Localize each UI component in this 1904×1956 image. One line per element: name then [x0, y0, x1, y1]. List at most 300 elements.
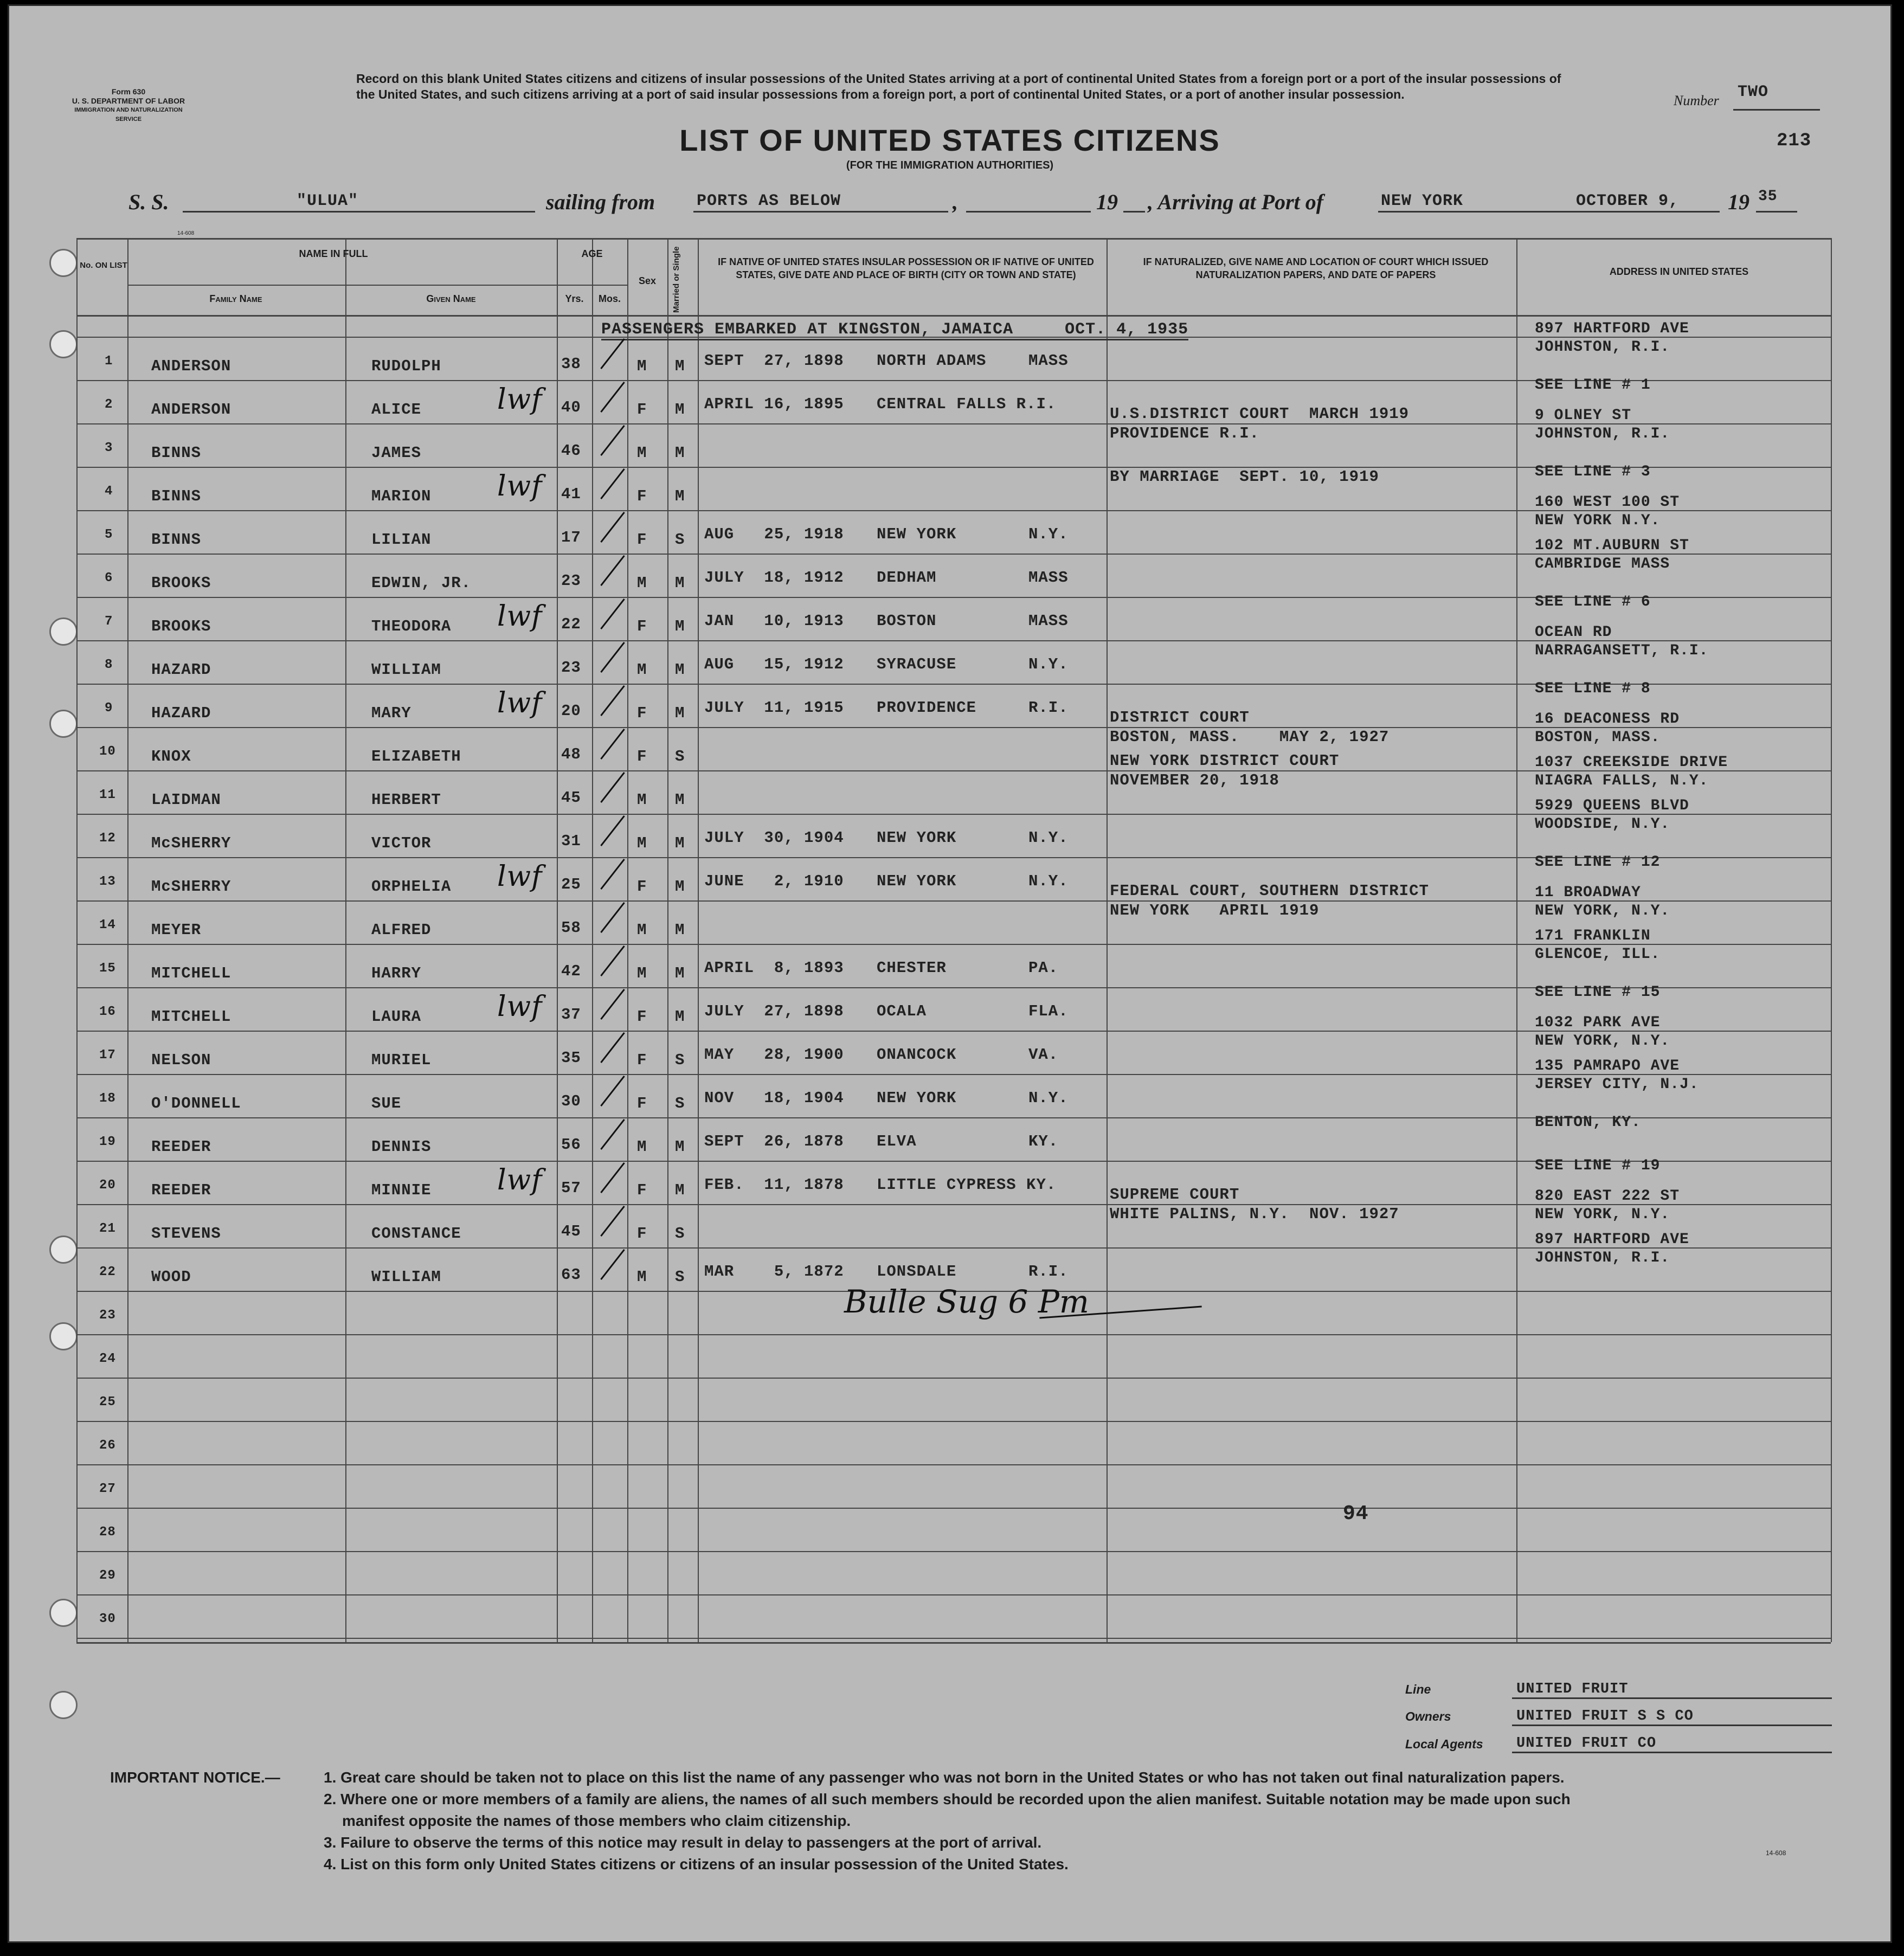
- sailing-from: PORTS AS BELOW: [697, 192, 841, 210]
- family-name: MITCHELL: [151, 964, 231, 982]
- family-name: HAZARD: [151, 704, 211, 722]
- col-mos: Mos.: [598, 293, 621, 304]
- naturalization-court: DISTRICT COURT: [1110, 709, 1250, 726]
- given-name: ALFRED: [371, 921, 432, 939]
- birth-date: JULY 30, 1904: [704, 829, 844, 847]
- table-column-rule: [667, 238, 668, 1642]
- age-years: 23: [561, 572, 581, 590]
- sex: F: [637, 531, 647, 549]
- address-line-2: NARRAGANSETT, R.I.: [1535, 642, 1709, 659]
- notice-item-2: 2. Where one or more members of a family are aliens, the names of all such members should be recorded upon the alien manifest. Suitable notation may be made upon such: [324, 1791, 1571, 1807]
- table-row-rule: [76, 1594, 1831, 1595]
- naturalization-court: BY MARRIAGE SEPT. 10, 1919: [1110, 468, 1379, 486]
- sex: F: [637, 487, 647, 505]
- table-column-rule: [127, 238, 128, 1642]
- notice-item-2-cont: manifest opposite the names of those members who claim citizenship.: [342, 1812, 851, 1829]
- punch-hole: [49, 710, 78, 738]
- naturalization-court: SUPREME COURT: [1110, 1186, 1240, 1204]
- age-years: 17: [561, 529, 581, 546]
- line-number: 24: [99, 1352, 116, 1366]
- owners-underline: [1512, 1725, 1832, 1726]
- handwritten-mark: lwf: [497, 687, 543, 719]
- punch-hole: [49, 1691, 78, 1719]
- arriving-label: , Arriving at Port of: [1148, 190, 1324, 214]
- given-name: ELIZABETH: [371, 748, 461, 765]
- line-number: 25: [99, 1395, 116, 1410]
- line-number: 9: [105, 701, 113, 716]
- family-name: BINNS: [151, 487, 202, 505]
- print-code: 14-608: [177, 230, 195, 236]
- sex: F: [637, 704, 647, 722]
- address-line-1: SEE LINE # 3: [1535, 464, 1651, 480]
- marital-status: S: [675, 1051, 685, 1069]
- age-years: 35: [561, 1049, 581, 1067]
- age-years: 30: [561, 1092, 581, 1110]
- address-line-1: SEE LINE # 6: [1535, 594, 1651, 610]
- marital-status: M: [675, 487, 685, 505]
- age-years: 22: [561, 615, 581, 633]
- agents-label: Local Agents: [1405, 1737, 1483, 1751]
- address-line-1: SEE LINE # 15: [1535, 984, 1661, 1001]
- marital-status: M: [675, 791, 685, 809]
- given-name: HERBERT: [371, 791, 441, 809]
- check-mark: [600, 468, 625, 499]
- marital-status: M: [675, 574, 685, 592]
- address-line-2: NEW YORK, N.Y.: [1535, 1033, 1670, 1050]
- number-label: Number: [1674, 93, 1719, 108]
- sailing-label: sailing from: [546, 190, 655, 214]
- address-line-1: 9 OLNEY ST: [1535, 407, 1632, 424]
- naturalization-place-date: NEW YORK APRIL 1919: [1110, 902, 1320, 919]
- sex: M: [637, 1268, 647, 1286]
- birth-state: N.Y.: [1028, 872, 1069, 890]
- naturalization-place-date: NOVEMBER 20, 1918: [1110, 771, 1279, 789]
- family-name: WOOD: [151, 1268, 191, 1286]
- address-line-1: BENTON, KY.: [1535, 1114, 1641, 1131]
- age-years: 46: [561, 442, 581, 460]
- line-number: 23: [99, 1308, 116, 1323]
- check-mark: [600, 902, 625, 933]
- address-line-2: JERSEY CITY, N.J.: [1535, 1076, 1699, 1093]
- line-number: 18: [99, 1091, 116, 1106]
- given-name: MINNIE: [371, 1181, 432, 1199]
- birth-date: JULY 27, 1898: [704, 1002, 844, 1020]
- handwritten-mark: lwf: [497, 860, 543, 893]
- col-birth: IF NATIVE OF UNITED STATES INSULAR POSSESSION OR IF NATIVE OF UNITED STATES, GIVE DATE AND PLACE OF BIRTH (CITY OR TOWN AND STATE): [718, 256, 1094, 280]
- birth-state: MASS: [1028, 612, 1069, 630]
- family-name: ANDERSON: [151, 357, 231, 375]
- punch-hole: [49, 1236, 78, 1264]
- line-number: 22: [99, 1265, 116, 1279]
- sailing-underline: [693, 211, 948, 213]
- form-identifier: [63, 87, 194, 124]
- line-number: 17: [99, 1048, 116, 1063]
- sex: F: [637, 1095, 647, 1112]
- marital-status: M: [675, 834, 685, 852]
- col-age: AGE: [581, 248, 603, 259]
- sex: M: [637, 1138, 647, 1156]
- punch-hole: [49, 1322, 78, 1350]
- address-line-2: NEW YORK, N.Y.: [1535, 1206, 1670, 1223]
- age-years: 57: [561, 1179, 581, 1197]
- marital-status: M: [675, 1181, 685, 1199]
- ship-underline: [183, 211, 535, 213]
- age-years: 48: [561, 745, 581, 763]
- family-name: HAZARD: [151, 661, 211, 679]
- address-line-1: 1032 PARK AVE: [1535, 1014, 1661, 1031]
- family-name: LAIDMAN: [151, 791, 221, 809]
- age-years: 63: [561, 1266, 581, 1284]
- birth-date: MAR 5, 1872: [704, 1263, 844, 1281]
- age-years: 56: [561, 1136, 581, 1154]
- birth-state: R.I.: [1028, 1263, 1069, 1281]
- family-name: NELSON: [151, 1051, 211, 1069]
- punch-hole: [49, 249, 78, 277]
- line-number: 19: [99, 1135, 116, 1149]
- check-mark: [600, 685, 625, 716]
- marital-status: S: [675, 1225, 685, 1243]
- sex: M: [637, 791, 647, 809]
- address-line-1: 16 DEACONESS RD: [1535, 711, 1680, 728]
- page-title: LIST OF UNITED STATES CITIZENS: [679, 123, 1220, 157]
- marital-status: M: [675, 357, 685, 375]
- given-name: WILLIAM: [371, 1268, 441, 1286]
- address-line-1: 160 WEST 100 ST: [1535, 494, 1680, 511]
- marital-status: M: [675, 1138, 685, 1156]
- age-years: 45: [561, 789, 581, 807]
- address-line-2: JOHNSTON, R.I.: [1535, 339, 1670, 356]
- birth-date: JUNE 2, 1910: [704, 872, 844, 890]
- marital-status: S: [675, 1268, 685, 1286]
- sex: F: [637, 1008, 647, 1026]
- birth-state: KY.: [1028, 1133, 1059, 1150]
- line-number: 27: [99, 1482, 116, 1496]
- line-number: 4: [105, 484, 113, 499]
- family-name: BINNS: [151, 531, 202, 549]
- given-name: MARY: [371, 704, 411, 722]
- marital-status: M: [675, 661, 685, 679]
- birth-place: SYRACUSE: [877, 655, 957, 673]
- table-column-rule: [1516, 238, 1517, 1642]
- col-naturalized: IF NATURALIZED, GIVE NAME AND LOCATION OF COURT WHICH ISSUED NATURALIZATION PAPERS, AND DATE OF PAPERS: [1143, 256, 1489, 280]
- given-name: WILLIAM: [371, 661, 441, 679]
- handwritten-mark: lwf: [497, 1164, 543, 1196]
- service: IMMIGRATION AND NATURALIZATION SERVICE: [74, 107, 183, 123]
- address-line-2: JOHNSTON, R.I.: [1535, 426, 1670, 442]
- year-prefix: 19: [1096, 190, 1118, 214]
- sex: F: [637, 748, 647, 765]
- check-mark: [600, 945, 625, 976]
- birth-place: OCALA: [877, 1002, 927, 1020]
- line-number: 11: [99, 788, 116, 802]
- check-mark: [600, 599, 625, 629]
- line-number: 26: [99, 1438, 116, 1453]
- marital-status: S: [675, 531, 685, 549]
- given-name: THEODORA: [371, 617, 452, 635]
- number-underline: [1733, 109, 1820, 111]
- birth-place: ELVA: [877, 1133, 917, 1150]
- family-name: BINNS: [151, 444, 202, 462]
- address-line-1: 5929 QUEENS BLVD: [1535, 797, 1689, 814]
- marital-status: S: [675, 748, 685, 765]
- birth-date: SEPT 26, 1878: [704, 1133, 844, 1150]
- check-mark: [600, 555, 625, 586]
- sex: F: [637, 1051, 647, 1069]
- birth-state: N.Y.: [1028, 829, 1069, 847]
- birth-state: FLA.: [1028, 1002, 1069, 1020]
- agents-underline: [1512, 1752, 1832, 1753]
- birth-date: JULY 18, 1912: [704, 569, 844, 587]
- address-line-1: 820 EAST 222 ST: [1535, 1188, 1680, 1205]
- arrival-year-underline: [1756, 211, 1797, 213]
- notice-heading: IMPORTANT NOTICE.—: [110, 1769, 280, 1786]
- arrival-year-prefix: 19: [1728, 190, 1749, 214]
- given-name: RUDOLPH: [371, 357, 441, 375]
- address-line-2: GLENCOE, ILL.: [1535, 946, 1661, 963]
- line-number: 7: [105, 614, 113, 629]
- line-number: 30: [99, 1612, 116, 1626]
- line-number: 20: [99, 1178, 116, 1193]
- address-line-1: 897 HARTFORD AVE: [1535, 320, 1689, 337]
- given-name: EDWIN, JR.: [371, 574, 472, 592]
- table-column-rule: [76, 238, 78, 1642]
- sex: F: [637, 1181, 647, 1199]
- table-row-rule: [76, 315, 1831, 317]
- birth-place: NEW YORK: [877, 829, 957, 847]
- marital-status: M: [675, 1008, 685, 1026]
- line-number: 8: [105, 658, 113, 672]
- check-mark: [600, 1206, 625, 1237]
- family-name: KNOX: [151, 748, 191, 765]
- birth-date: JAN 10, 1913: [704, 612, 844, 630]
- address-line-2: NIAGRA FALLS, N.Y.: [1535, 773, 1709, 789]
- line-number: 15: [99, 961, 116, 976]
- birth-date: SEPT 27, 1898: [704, 352, 844, 370]
- line-value: UNITED FRUIT: [1516, 1681, 1629, 1697]
- given-name: VICTOR: [371, 834, 432, 852]
- table-column-rule: [557, 238, 558, 1642]
- line-number: 3: [105, 441, 113, 455]
- line-number: 28: [99, 1525, 116, 1540]
- address-line-2: NEW YORK N.Y.: [1535, 512, 1661, 529]
- birth-place: CENTRAL FALLS R.I.: [877, 395, 1057, 413]
- check-mark: [600, 1162, 625, 1193]
- line-number: 21: [99, 1221, 116, 1236]
- birth-place: NEW YORK: [877, 872, 957, 890]
- given-name: MARION: [371, 487, 432, 505]
- agents-value: UNITED FRUIT CO: [1516, 1735, 1657, 1752]
- punch-hole: [49, 330, 78, 358]
- notice-item-1: 1. Great care should be taken not to place on this list the name of any passenger who was not born in the United States or who has not taken out final naturalization papers.: [324, 1769, 1565, 1786]
- family-name: McSHERRY: [151, 878, 231, 896]
- check-mark: [600, 642, 625, 673]
- col-no: No. ON LIST: [80, 261, 127, 270]
- handwritten-mark: lwf: [497, 383, 543, 416]
- line-number: 14: [99, 918, 116, 932]
- table-row-rule: [76, 1334, 1831, 1335]
- given-name: SUE: [371, 1095, 402, 1112]
- address-line-2: BOSTON, MASS.: [1535, 729, 1661, 746]
- ship-name: "ULUA": [297, 192, 359, 210]
- line-number: 13: [99, 874, 116, 889]
- birth-state: VA.: [1028, 1046, 1059, 1064]
- age-years: 45: [561, 1222, 581, 1240]
- birth-date: MAY 28, 1900: [704, 1046, 844, 1064]
- punch-hole: [49, 617, 78, 646]
- birth-date: APRIL 16, 1895: [704, 395, 844, 413]
- family-name: MITCHELL: [151, 1008, 231, 1026]
- notice-item-3: 3. Failure to observe the terms of this notice may result in delay to passengers at the port of arrival.: [324, 1834, 1042, 1851]
- col-sex: Sex: [638, 275, 657, 286]
- handwritten-annotation: Bulle Sug 6 Pm: [844, 1283, 1089, 1320]
- page-subtitle: (FOR THE IMMIGRATION AUTHORITIES): [846, 159, 1054, 171]
- family-name: MEYER: [151, 921, 202, 939]
- table-row-rule: [76, 1551, 1831, 1552]
- birth-place: BOSTON: [877, 612, 937, 630]
- line-number: 12: [99, 831, 116, 846]
- port-name: NEW YORK: [1381, 192, 1464, 210]
- given-name: HARRY: [371, 964, 422, 982]
- address-line-1: 1037 CREEKSIDE DRIVE: [1535, 754, 1728, 771]
- age-years: 25: [561, 876, 581, 893]
- given-name: LAURA: [371, 1008, 422, 1026]
- marital-status: M: [675, 617, 685, 635]
- check-mark: [600, 382, 625, 413]
- birth-date: AUG 25, 1918: [704, 525, 844, 543]
- address-line-2: CAMBRIDGE MASS: [1535, 556, 1670, 572]
- family-name: BROOKS: [151, 574, 211, 592]
- sex: F: [637, 617, 647, 635]
- handwritten-mark: lwf: [497, 470, 543, 503]
- marital-status: M: [675, 444, 685, 462]
- sex: F: [637, 1225, 647, 1243]
- check-mark: [600, 729, 625, 760]
- address-line-1: SEE LINE # 8: [1535, 680, 1651, 697]
- age-years: 40: [561, 398, 581, 416]
- birth-place: NORTH ADAMS: [877, 352, 987, 370]
- given-name: CONSTANCE: [371, 1225, 461, 1243]
- birth-place: CHESTER: [877, 959, 947, 977]
- age-years: 31: [561, 832, 581, 850]
- family-name: O'DONNELL: [151, 1095, 241, 1112]
- naturalization-court: FEDERAL COURT, SOUTHERN DISTRICT: [1110, 882, 1429, 900]
- table-column-rule: [627, 238, 628, 1642]
- birth-place: LONSDALE: [877, 1263, 957, 1281]
- check-mark: [600, 512, 625, 543]
- given-name: DENNIS: [371, 1138, 432, 1156]
- marital-status: S: [675, 1095, 685, 1112]
- marital-status: M: [675, 921, 685, 939]
- punch-hole: [49, 1599, 78, 1627]
- address-line-1: 11 BROADWAY: [1535, 884, 1641, 901]
- marital-status: M: [675, 964, 685, 982]
- col-name-in-full: NAME IN FULL: [299, 248, 368, 259]
- number-value: TWO: [1738, 83, 1769, 101]
- line-number: 5: [105, 527, 113, 542]
- table-row-rule: [76, 1378, 1831, 1379]
- sheet-number: 213: [1777, 131, 1812, 151]
- age-years: 42: [561, 962, 581, 980]
- table-row-rule: [76, 1508, 1831, 1509]
- sex: F: [637, 878, 647, 896]
- col-family: Family Name: [209, 293, 262, 304]
- port-underline: [1378, 211, 1720, 213]
- arrival-year: 35: [1758, 188, 1778, 205]
- age-years: 20: [561, 702, 581, 720]
- table-row-rule: [76, 238, 1831, 240]
- sex: M: [637, 357, 647, 375]
- print-code-footer: 14-608: [1766, 1849, 1786, 1857]
- manifest-sheet: Form 630 U. S. DEPARTMENT OF LABOR IMMIGRATION AND NATURALIZATION SERVICE Record on this blank United States citizens and citizens of insular possessions of the United States arriving at a port of continental United States from a foreign port or a port of the insular possessions of the United States, and such citizens arriving at a port of said insular possessions from a foreign port, a port of continental United States, or a port of another insular possession. Number TWO 213 LIST OF UNITED STATES CITIZENS (FOR THE IMMIGRATION AUTHORITIES) S. S. "ULUA" sailing from PORTS AS BELOW , 19 , Arriving at Port of NEW YORK OCTOBER 9, 19 35 14-608 No. ON LIST NAME IN FULL Family Name Given Name AGE Yrs. Mos. Sex Married or Single IF NATIVE OF UNITED STATES INSULAR POSSESSION OR IF NATIVE OF UNITED STATES, GIVE DATE AND PLACE OF BIRTH (CITY OR TOWN AND STATE) IF NATURALIZED, GIVE NAME AND LOCATION OF COURT WHICH ISSUED NATURALIZATION PAPERS, AND DATE OF PAPERS ADDRESS IN UNITED STATES PASSENGERS EMBARKED AT KINGSTON, JAMAICA OCT. 4, 1935 1 ANDERSON RUDOLPH 38 M M SEPT 27, 1898 NORTH ADAMS MASS 897 HARTFORD AVE JOHNSTON, R.I. 2 ANDERSON ALICE lwf 40 F M APRIL 16, 1895 CENTRAL FALLS R.I. SEE LINE # 1 3 BINNS JAMES 46 M M U.S.DISTRICT COURT MARCH 1919 PROVIDENCE R.I. 9 OLNEY ST JOHNSTON, R.I. 4 BINNS MARION lwf 41 F M BY MARRIAGE SEPT. 10, 1919 SEE LINE # 3 5 BINNS LILIAN 17 F S AUG 25, 1918 NEW YORK N.Y. 160 WEST 100 ST NEW YORK N.Y. 6 BROOKS EDWIN, JR. 23 M M JULY 18, 1912 DEDHAM MASS 102 MT.AUBURN ST CAMBRIDGE MASS 7 BROOKS THEODORA lwf 22 F M JAN 10, 1913 BOSTON MASS SEE LINE # 6 8 HAZARD WILLIAM 23 M M AUG 15, 1912 SYRACUSE N.Y. OCEAN RD NARRAGANSETT, R.I. 9 HAZARD MARY lwf 20 F M JULY 11, 1915 PROVIDENCE R.I. SEE LINE # 8 10 KNOX ELIZABETH 48 F S DISTRICT COURT BOSTON, MASS. MAY 2, 1927 16 DEACONESS RD BOSTON, MASS. 11 LAIDMAN HERBERT 45 M M NEW YORK DISTRICT COURT NOVEMBER 20, 1918 1037 CREEKSIDE DRIVE NIAGRA FALLS, N.Y. 12 McSHERRY VICTOR 31 M M JULY 30, 1904 NEW YORK N.Y. 5929 QUEENS BLVD WOODSIDE, N.Y. 13 McSHERRY ORPHELIA lwf 25 F M JUNE 2, 1910 NEW YORK N.Y. SEE LINE # 12 14 MEYER ALFRED 58 M M FEDERAL COURT, SOUTHERN DISTRICT NEW YORK APRIL 1919 11 BROADWAY NEW YORK, N.Y. 15 MITCHELL HARRY 42 M M APRIL 8, 1893 CHESTER PA. 171 FRANKLIN GLENCOE, ILL. 16 MITCHELL LAURA lwf 37 F M JULY 27, 1898 OCALA FLA. SEE LINE # 15 17 NELSON MURIEL 35 F S MAY 28, 1900 ONANCOCK VA. 1032 PARK AVE NEW YORK, N.Y. 18 O'DONNELL SUE 30 F S NOV 18, 1904 NEW YORK N.Y. 135 PAMRAPO AVE JERSEY CITY, N.J. 19 REEDER DENNIS 56 M M SEPT 26, 1878 ELVA KY. BENTON, KY. 20 REEDER MINNIE lwf 57 F M FEB. 11, 1878 LITTLE CYPRESS KY. SEE LINE # 19 21 STEVENS CONSTANCE 45 F S SUPREME COURT WHITE PALINS, N.Y. NOV. 1927 820 EAST 222 ST NEW YORK, N.Y. 22 WOOD WILLIAM 63 M S MAR 5, 1872 LONSDALE R.I. 897 HARTFORD AVE JOHNSTON, R.I. 23 24 25 26 27 28 29 30 Bulle Sug 6 Pm 94 Line UNITED FRUIT Owners UNITED FRUIT S S CO Local Agents UNITED FRUIT CO IMPORTANT NOTICE.— 1. Great care should be taken not to place on this list the name of any passenger who was not born in the United States or who has not taken out final naturalization papers. 2. Where one or more members of a family are aliens, the names of all such members should be recorded upon the alien manifest. Suitable notation may be made upon such manifest opposite the names of those members who claim citizenship. 3. Failure to observe the terms of this notice may result in delay to passengers at the port of arrival. 4. List on this form only United States citizens or citizens of an insular possession of the United States. 14-608: [8, 4, 1892, 1943]
- naturalization-place-date: WHITE PALINS, N.Y. NOV. 1927: [1110, 1205, 1399, 1223]
- check-mark: [600, 1249, 625, 1280]
- family-name: ANDERSON: [151, 401, 231, 419]
- check-mark: [600, 425, 625, 456]
- check-mark: [600, 1076, 625, 1106]
- naturalization-court: NEW YORK DISTRICT COURT: [1110, 752, 1340, 770]
- address-line-1: 135 PAMRAPO AVE: [1535, 1058, 1680, 1074]
- address-line-1: OCEAN RD: [1535, 624, 1612, 641]
- family-name: REEDER: [151, 1181, 211, 1199]
- address-line-2: NEW YORK, N.Y.: [1535, 903, 1670, 919]
- page-mark: 94: [1343, 1502, 1369, 1526]
- check-mark: [600, 1032, 625, 1063]
- birth-state: MASS: [1028, 352, 1069, 370]
- col-yrs: Yrs.: [565, 293, 584, 304]
- form-number: Form 630: [111, 87, 146, 96]
- birth-place: PROVIDENCE: [877, 699, 977, 717]
- check-mark: [600, 1119, 625, 1150]
- given-name: ORPHELIA: [371, 878, 452, 896]
- table-row-rule: [76, 1638, 1831, 1639]
- owners-label: Owners: [1405, 1709, 1451, 1723]
- date-underline: [966, 211, 1091, 213]
- check-mark: [600, 989, 625, 1020]
- line-number: 16: [99, 1005, 116, 1019]
- table-row-rule: [76, 1464, 1831, 1465]
- family-name: REEDER: [151, 1138, 211, 1156]
- address-line-1: SEE LINE # 19: [1535, 1157, 1661, 1174]
- birth-date: APRIL 8, 1893: [704, 959, 844, 977]
- check-mark: [600, 815, 625, 846]
- sex: M: [637, 834, 647, 852]
- birth-place: DEDHAM: [877, 569, 937, 587]
- line-number: 1: [105, 354, 113, 369]
- family-name: BROOKS: [151, 617, 211, 635]
- birth-date: AUG 15, 1912: [704, 655, 844, 673]
- given-name: LILIAN: [371, 531, 432, 549]
- sex: F: [637, 401, 647, 419]
- naturalization-place-date: PROVIDENCE R.I.: [1110, 424, 1260, 442]
- owners-value: UNITED FRUIT S S CO: [1516, 1708, 1694, 1725]
- table-row-rule: [76, 1642, 1831, 1644]
- line-number: 29: [99, 1568, 116, 1583]
- notice-item-4: 4. List on this form only United States citizens or citizens of an insular possession of the United States.: [324, 1856, 1069, 1873]
- line-number: 6: [105, 571, 113, 585]
- birth-state: MASS: [1028, 569, 1069, 587]
- age-years: 58: [561, 919, 581, 937]
- embark-note: PASSENGERS EMBARKED AT KINGSTON, JAMAICA OCT. 4, 1935: [601, 320, 1188, 340]
- marital-status: M: [675, 878, 685, 896]
- family-name: McSHERRY: [151, 834, 231, 852]
- col-given: Given Name: [426, 293, 476, 304]
- table-column-rule: [698, 238, 699, 1642]
- table-column-rule: [592, 238, 593, 1642]
- age-years: 23: [561, 659, 581, 677]
- line-label: Line: [1405, 1682, 1431, 1696]
- birth-state: N.Y.: [1028, 1089, 1069, 1107]
- birth-state: N.Y.: [1028, 525, 1069, 543]
